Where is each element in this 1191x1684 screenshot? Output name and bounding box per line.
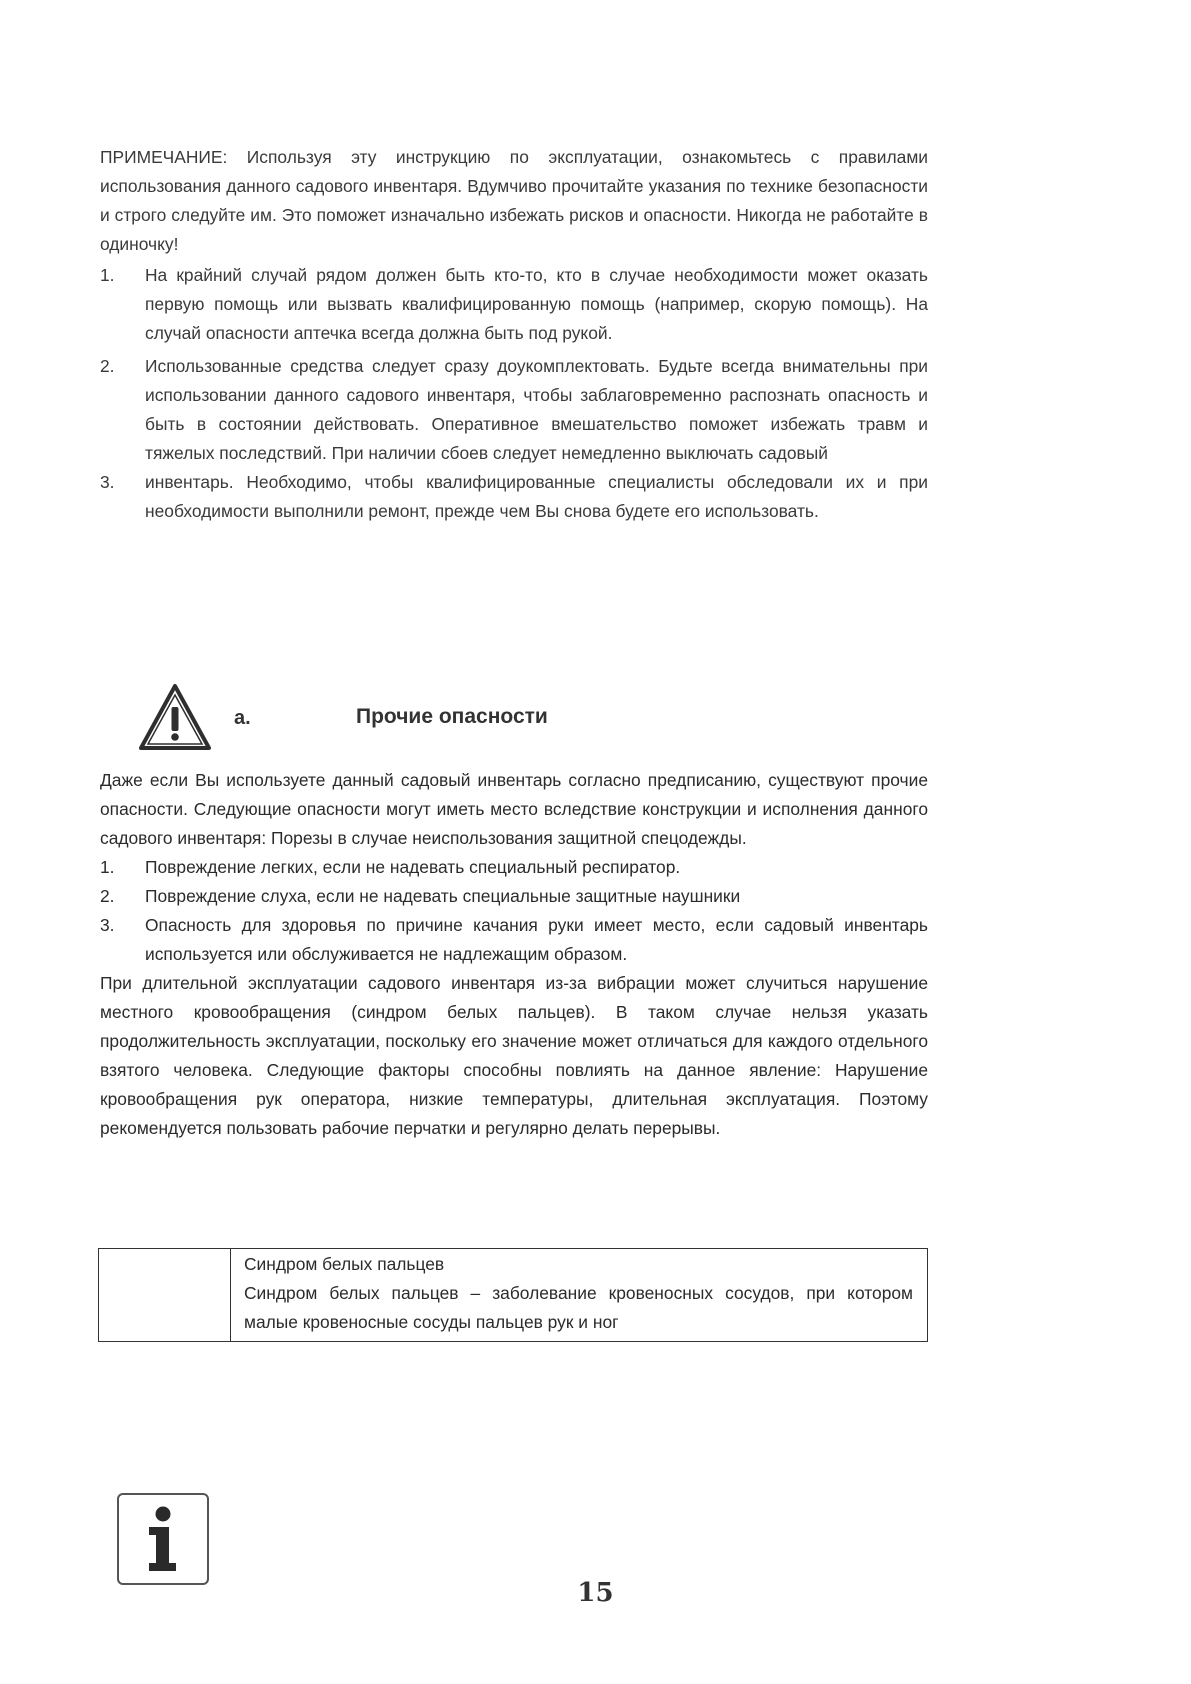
list-item-number: 1. (100, 265, 115, 285)
list-item-text: инвентарь. Необходимо, чтобы квалифицированные специалисты обследовали их и при необходимости выполнили ремонт, прежде чем Вы снова будете его использовать. (145, 472, 928, 521)
info-table-cell (244, 1250, 913, 1337)
list-item (100, 911, 928, 969)
list-item-number: 3. (100, 472, 115, 492)
list-item-text: Повреждение слуха, если не надевать специальные защитные наушники (145, 886, 741, 906)
section-letter: a. (234, 707, 251, 729)
list-item-number: 2. (100, 886, 115, 906)
section-title: Прочие опасности (356, 705, 548, 728)
hazards-intro: Даже если Вы используете данный садовый инвентарь согласно предписанию, существуют прочие опасности. Следующие опасности могут иметь место вследствие конструкции и исполнения данного садового инвентаря: Порезы в случае неиспользования защитной спецодежды. (100, 770, 928, 848)
note-text: ПРИМЕЧАНИЕ: Используя эту инструкцию по эксплуатации, ознакомьтесь с правилами использования данного садового инвентаря. Вдумчиво прочитайте указания по технике безопасности и строго следуйте им. Это поможет изначально избежать рисков и опасности. Никогда не работайте в одиночку! (100, 147, 928, 254)
info-table (98, 1248, 928, 1342)
info-table-empty-cell (99, 1249, 231, 1341)
info-icon (117, 1493, 209, 1585)
page-number: 15 (577, 1578, 614, 1608)
list-item (100, 352, 928, 468)
note-paragraph (100, 143, 928, 526)
list-item-text: Повреждение легких, если не надевать специальный респиратор. (145, 857, 681, 877)
info-table-text: Синдром белых пальцев – заболевание кровеносных сосудов, при котором малые кровеносные сосуды пальцев рук и ног (244, 1283, 913, 1332)
list-item-text: Использованные средства следует сразу доукомплектовать. Будьте всегда внимательны при использовании данного садового инвентаря, чтобы заблаговременно распознать опасность и быть в состоянии действовать. Оперативное вмешательство поможет избежать травм и тяжелых последствий. При наличии сбоев следует немедленно выключать садовый (145, 356, 928, 463)
list-item (100, 882, 928, 911)
warning-triangle-icon (138, 683, 212, 751)
safety-list (100, 261, 928, 526)
hazards-block (100, 766, 928, 1143)
vibration-paragraph: При длительной эксплуатации садового инвентаря из-за вибрации может случиться нарушение местного кровообращения (синдром белых пальцев). В таком случае нельзя указать продолжительность эксплуатации, поскольку его значение может отличаться для каждого отдельного взятого человека. Следующие факторы способны повлиять на данное явление: Нарушение кровообращения рук оператора, низкие температуры, длительная эксплуатация. Поэтому рекомендуется пользовать рабочие перчатки и регулярно делать перерывы. (100, 973, 928, 1138)
list-item (100, 853, 928, 882)
list-item-text: На крайний случай рядом должен быть кто-то, кто в случае необходимости может оказать первую помощь или вызвать квалифицированную помощь (например, скорую помощь). На случай опасности аптечка всегда должна быть под рукой. (145, 265, 928, 343)
list-item (100, 468, 928, 526)
list-item-number: 1. (100, 857, 115, 877)
section-heading (138, 683, 838, 755)
info-table-heading: Синдром белых пальцев (244, 1254, 445, 1274)
list-item-number: 3. (100, 915, 115, 935)
hazards-list (100, 853, 928, 969)
list-item-number: 2. (100, 356, 115, 376)
info-glyph-icon (119, 1495, 207, 1583)
list-item (100, 261, 928, 348)
list-item-text: Опасность для здоровья по причине качания руки имеет место, если садовый инвентарь используется или обслуживается не надлежащим образом. (145, 915, 928, 964)
